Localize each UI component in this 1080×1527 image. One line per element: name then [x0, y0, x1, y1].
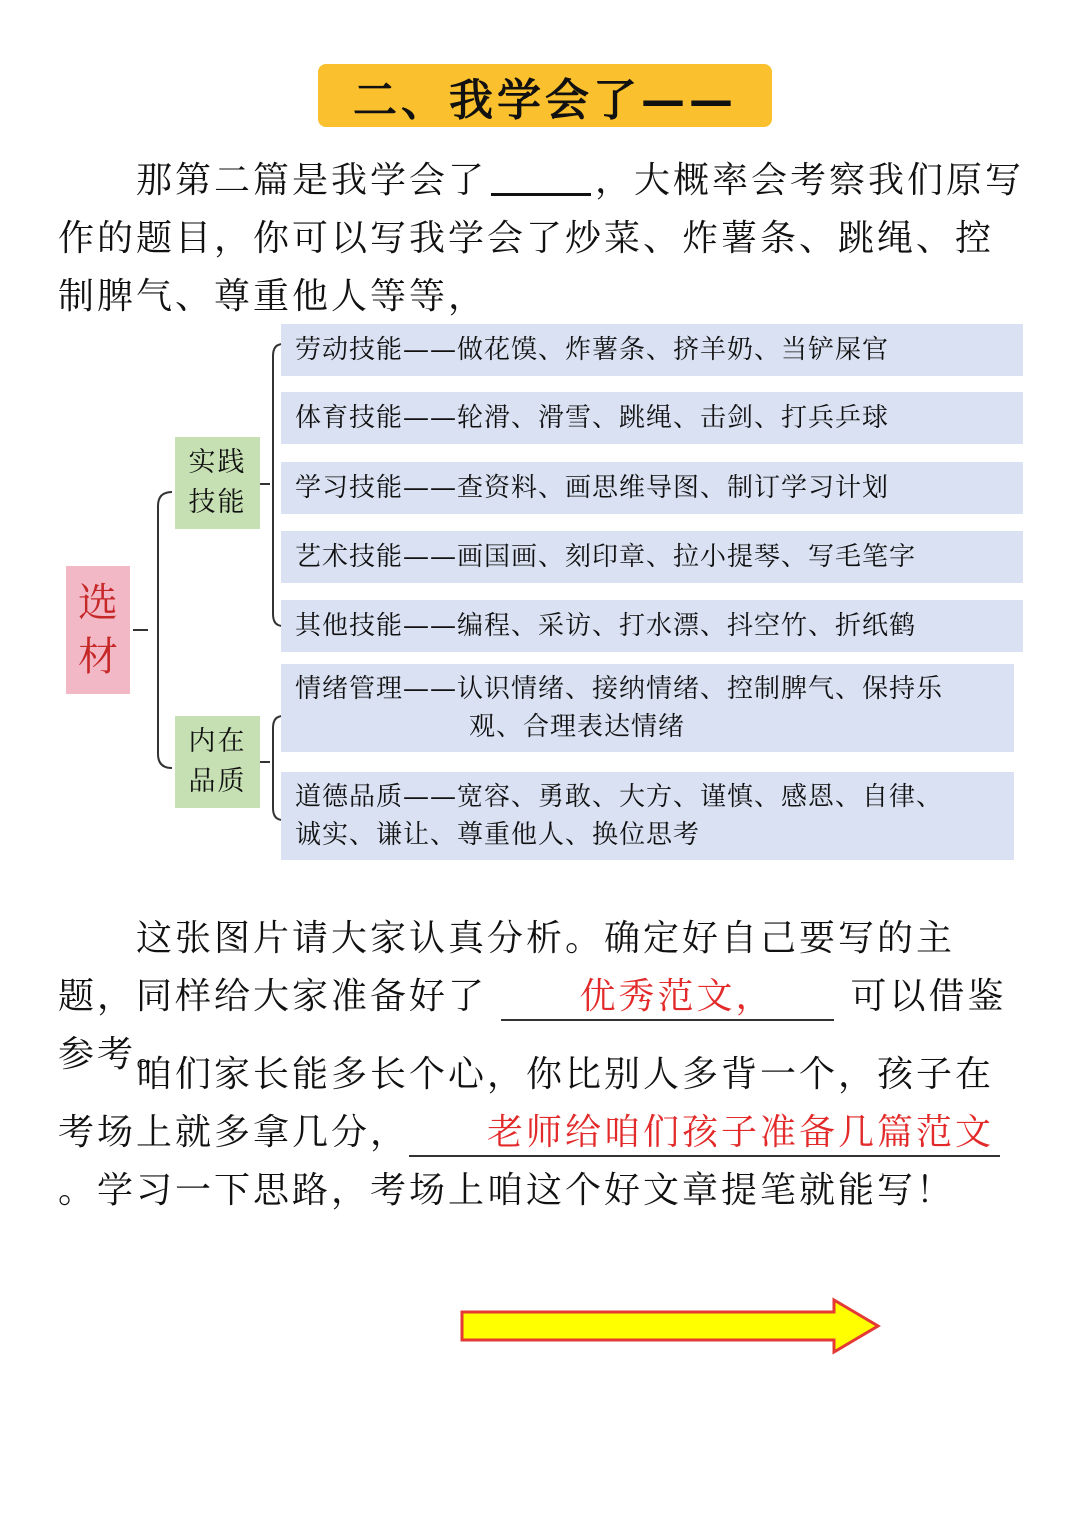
- mindmap-root: [66, 566, 130, 694]
- analysis-text-a: 这张图片请大家认真分析。确定好自己要写的主题，同样给大家准备好了: [58, 918, 956, 1017]
- leaf-sports-skills: 体育技能——轮滑、滑雪、跳绳、击剑、打兵乒球: [281, 392, 1023, 444]
- category-practice-skills: [175, 437, 260, 529]
- category-label-line1: 实践: [188, 447, 247, 478]
- leaf-other-skills: 其他技能——编程、采访、打水漂、抖空竹、折纸鹤: [281, 600, 1023, 652]
- leaf-emotion-management: [281, 664, 1014, 752]
- leaf-moral-quality: [281, 772, 1014, 860]
- category-label-line1: 内在: [188, 726, 247, 757]
- teacher-essays-link[interactable]: 老师给咱们孩子准备几篇范文: [409, 1111, 1000, 1157]
- root-char-1: 选: [78, 580, 118, 626]
- root-char-2: 材: [78, 634, 118, 680]
- analysis-text-b: 可以借鉴参考。: [58, 976, 1007, 1075]
- intro-text-after: ，大概率会考察我们原写作的题目，你可以写我学会了炒菜、炸薯条、跳绳、控制脾气、尊重他人等等，: [58, 160, 1025, 317]
- leaf-art-skills: 艺术技能——画国画、刻印章、拉小提琴、写毛笔字: [281, 531, 1023, 583]
- sample-essay-link[interactable]: 优秀范文，: [501, 975, 834, 1021]
- leaf-study-skills: 学习技能——查资料、画思维导图、制订学习计划: [281, 462, 1023, 514]
- leaf-line: 情绪管理——认识情绪、接纳情绪、控制脾气、保持乐: [295, 674, 944, 704]
- category-label-line2: 技能: [188, 487, 247, 518]
- parents-text-a: 咱们家长能多长个心，你比别人多背一个，孩子在考场上就多拿几分，: [58, 1054, 995, 1153]
- parents-paragraph: [58, 1046, 1028, 1220]
- leaf-labor-skills: 劳动技能——做花馍、炸薯条、挤羊奶、当铲屎官: [281, 324, 1023, 376]
- category-label-line2: 品质: [188, 766, 247, 797]
- category-inner-quality: [175, 716, 260, 808]
- intro-text-before: 那第二篇是我学会了: [136, 160, 488, 201]
- parents-text-b: 。学习一下思路，考场上咱这个好文章提笔就能写！: [58, 1170, 956, 1211]
- section-title: 二、我学会了——: [318, 64, 772, 127]
- leaf-line: 道德品质——宽容、勇敢、大方、谨慎、感恩、自律、: [295, 782, 944, 812]
- right-arrow-icon[interactable]: [458, 1296, 888, 1356]
- leaf-line: 诚实、谦让、尊重他人、换位思考: [295, 820, 701, 850]
- leaf-line: 观、合理表达情绪: [469, 712, 686, 742]
